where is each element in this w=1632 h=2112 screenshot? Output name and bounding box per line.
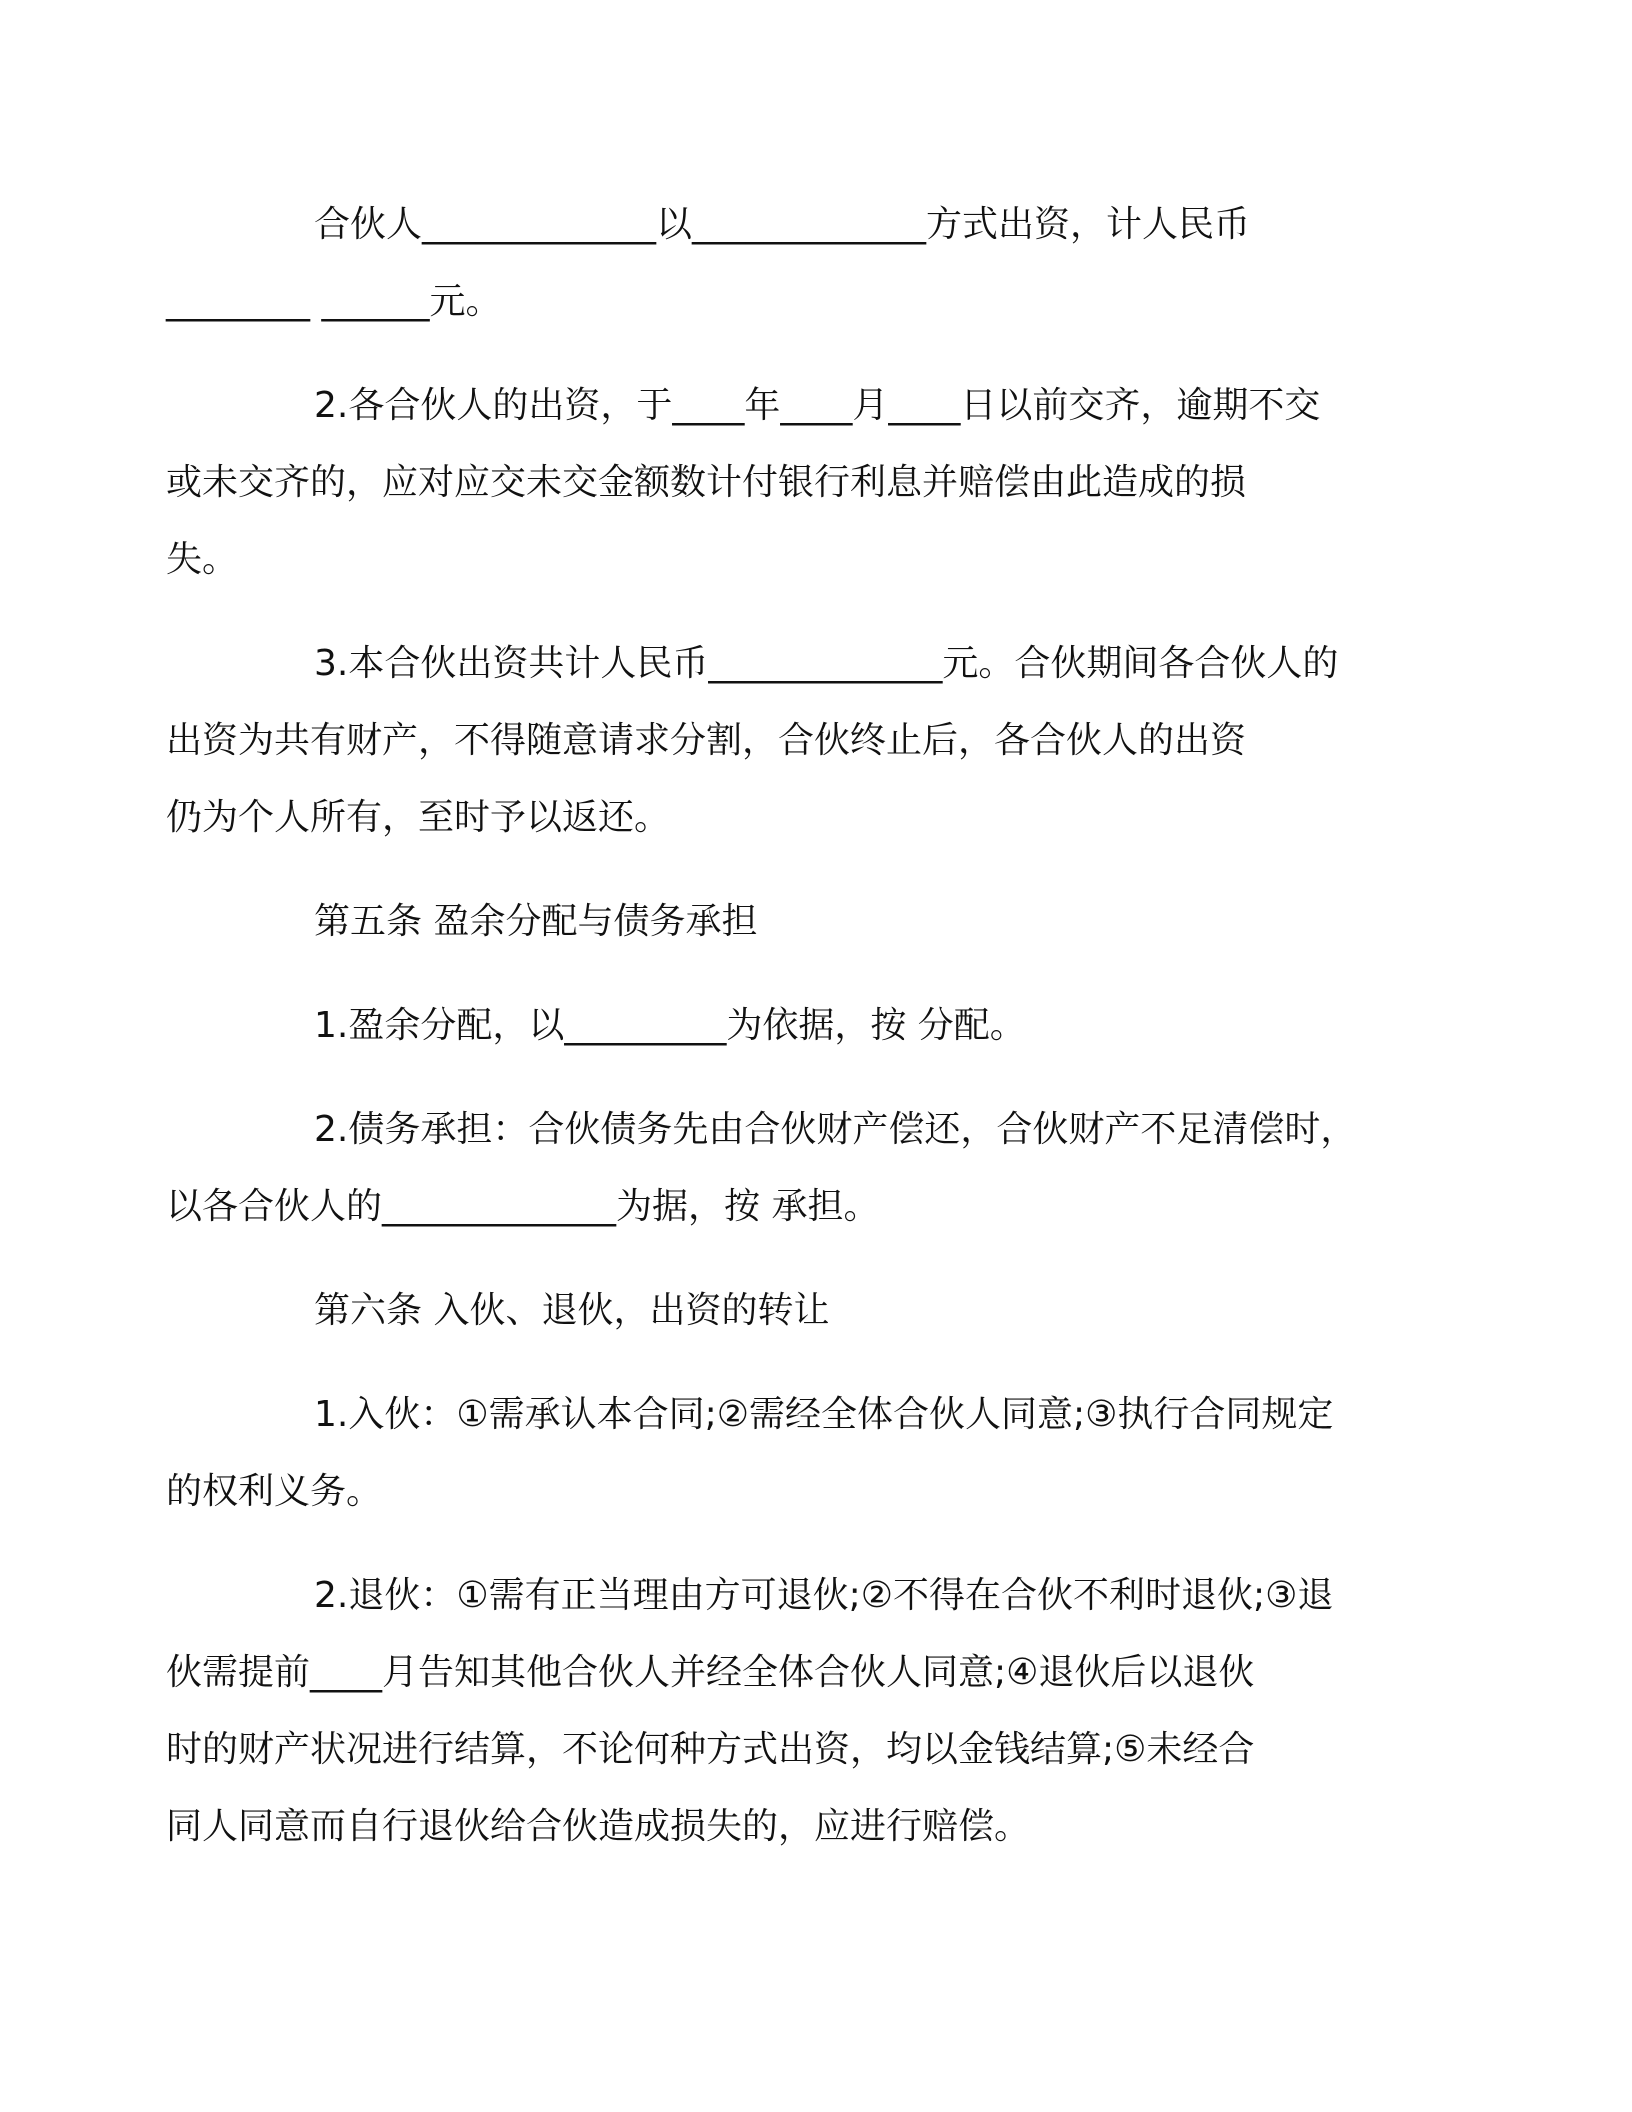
paragraph-withdrawal: [166, 1557, 1400, 1865]
paragraph-contribution-partner: [166, 186, 1400, 340]
text-line: 伙需提前____月告知其他合伙人并经全体合伙人同意;④退伙后以退伙: [166, 1652, 1255, 1693]
document-page: [166, 186, 1400, 1865]
heading-text: 第六条 入伙、退伙，出资的转让: [314, 1290, 830, 1331]
text-line: 出资为共有财产，不得随意请求分割，合伙终止后，各合伙人的出资: [166, 720, 1247, 761]
paragraph-item-3-total: [166, 625, 1400, 856]
text-line: 2.退伙：①需有正当理由方可退伙;②不得在合伙不利时退伙;③退: [314, 1575, 1334, 1616]
article-6-heading: [240, 1272, 1400, 1349]
heading-text: 第五条 盈余分配与债务承担: [314, 901, 758, 942]
text-line: 或未交齐的，应对应交未交金额数计付银行利息并赔偿由此造成的损: [166, 462, 1247, 503]
text-line: 2.各合伙人的出资，于____年____月____日以前交齐，逾期不交: [314, 385, 1321, 426]
paragraph-profit-distribution: [240, 987, 1400, 1064]
text-line: 仍为个人所有，至时予以返还。: [166, 797, 671, 838]
text-line: 同人同意而自行退伙给合伙造成损失的，应进行赔偿。: [166, 1806, 1031, 1847]
text-line: 时的财产状况进行结算，不论何种方式出资，均以金钱结算;⑤未经合: [166, 1729, 1255, 1770]
text-line: ________ ______元。: [166, 281, 502, 322]
paragraph-joining: [166, 1376, 1400, 1530]
text-line: 的权利义务。: [166, 1471, 383, 1512]
text-line: 2.债务承担：合伙债务先由合伙财产偿还，合伙财产不足清偿时，: [314, 1109, 1357, 1150]
text-line: 3.本合伙出资共计人民币_____________元。合伙期间各合伙人的: [314, 643, 1339, 684]
text-line: 失。: [166, 539, 239, 580]
text-line: 1.入伙：①需承认本合同;②需经全体合伙人同意;③执行合同规定: [314, 1394, 1334, 1435]
paragraph-debt-bearing: [166, 1091, 1400, 1245]
paragraph-item-2-deadline: [166, 367, 1400, 598]
text-line: 以各合伙人的_____________为据，按 承担。: [166, 1186, 880, 1227]
article-5-heading: [240, 883, 1400, 960]
text-line: 合伙人_____________以_____________方式出资，计人民币: [314, 204, 1251, 245]
text-line: 1.盈余分配，以_________为依据，按 分配。: [314, 1005, 1026, 1046]
